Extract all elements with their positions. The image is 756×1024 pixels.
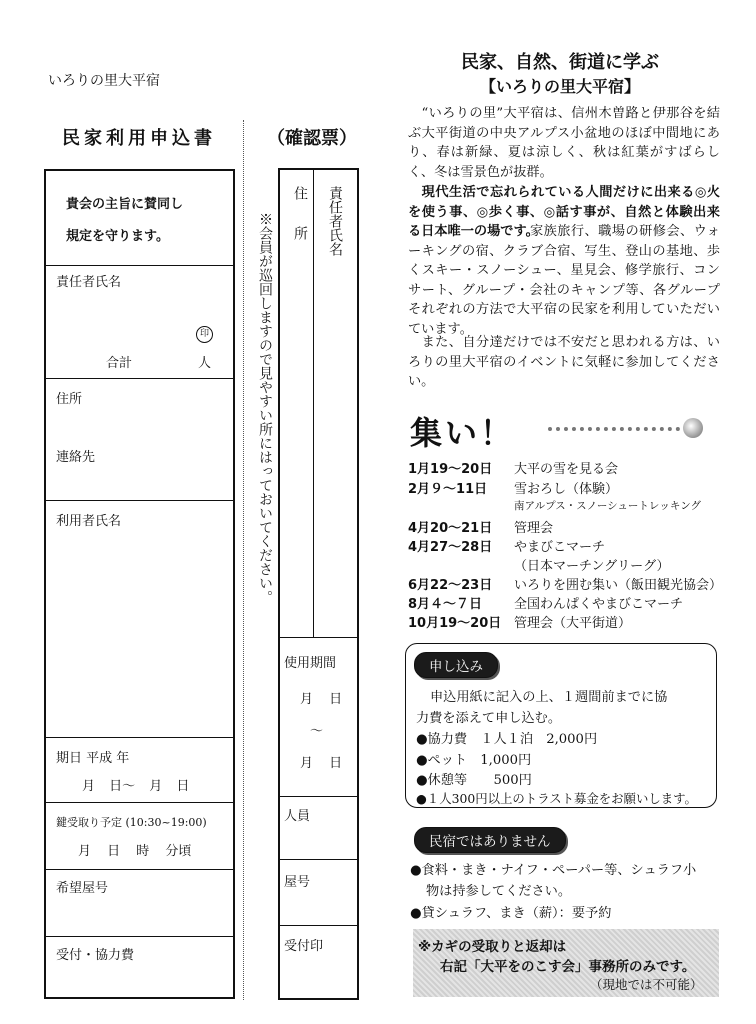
event-name: 大平の雪を見る会 [514, 462, 619, 477]
application-text-2: 力費を添えて申し込む。 [416, 711, 562, 726]
agreement-line-1: 貴会の主旨に賛同し [66, 197, 184, 212]
ticket-people-label: 人員 [284, 809, 311, 824]
posting-notice: ※会員が巡回しますので見やすい所にはっておいてください。 [257, 212, 273, 604]
key-notice-line-2: 右記「大平をのこす会」事務所のみです。 [440, 959, 696, 975]
bring-item-3: ●貸シュラフ、まき（薪）：要予約 [410, 906, 612, 921]
ticket-stamp-row[interactable] [280, 925, 357, 998]
form-title: 民家利用申込書 [62, 128, 216, 149]
agreement-line-2: 規定を守ります。 [66, 229, 169, 244]
ticket-address-label: 住所 [292, 186, 308, 266]
ticket-stamp-label: 受付印 [284, 939, 324, 954]
total-label: 合計 [106, 356, 133, 371]
event-name: いろりを囲む集い（飯田観光協会） [514, 578, 723, 593]
users-label: 利用者氏名 [56, 514, 122, 529]
fee-item: ●１人300円以上のトラスト募金をお願いします。 [416, 791, 697, 806]
decorative-dotted-line [548, 427, 688, 431]
event-date: 10月19～20日 [408, 616, 502, 631]
main-title: 民家、自然、街道に学ぶ [461, 52, 659, 73]
key-notice-line-1: ※カギの受取りと返却は [418, 939, 567, 955]
event-name: 南アルプス・スノーシュートレッキング [514, 500, 702, 512]
representative-row[interactable] [46, 265, 233, 379]
event-invite-paragraph: また、自分達だけでは不安だと思われる方は、いろりの里大平宿のイベントに気軽に参加してください。 [408, 335, 720, 390]
ticket-rep-label: 責任者氏名 [327, 186, 343, 256]
application-form [44, 169, 235, 999]
experience-paragraph: 現代生活で忘れられている人間だけに出来る◎火を使う事、◎歩く事、◎話す事が、自然と体験出来る日本唯一の場です。 [408, 185, 720, 240]
event-name: 管理会 [514, 521, 554, 536]
usage-paragraph: 家族旅行、職場の研修会、ウォーキングの宿、クラブ合宿、写生、登山の基地、歩くスキー・スノーシュー、星見会、修学旅行、コンサート、グループ・会社のキャンプ等、各グループそれぞれの方法で大平宿の民家を利用していただいています。 [408, 224, 720, 337]
fee-item: ●協力費 １人１泊 2,000円 [416, 732, 598, 747]
address-label: 住所 [56, 392, 83, 407]
reception-label: 受付・協力費 [56, 948, 135, 963]
application-text-1: 申込用紙に記入の上、１週間前までに協 [430, 690, 668, 705]
ticket-period-row[interactable] [280, 637, 357, 797]
event-name: やまびこマーチ [514, 540, 606, 555]
period-row[interactable] [46, 737, 233, 803]
ticket-people-row[interactable] [280, 795, 357, 860]
key-pickup-time: 月 日 時 分頃 [78, 844, 192, 859]
key-notice-line-3: （現地では不可能） [590, 977, 703, 992]
bring-item-2: 物は持参してください。 [426, 884, 572, 899]
period-label: 期日 平成 年 [56, 751, 130, 766]
person-unit: 人 [198, 356, 212, 371]
event-date: 1月19～20日 [408, 462, 493, 477]
reception-row[interactable] [46, 936, 233, 997]
fee-item: ●休憩等 500円 [416, 773, 532, 788]
decorative-ball-icon [683, 418, 703, 438]
seal-mark: 印 [196, 326, 213, 343]
ticket-title: （確認票） [267, 128, 357, 149]
ticket-house-label: 屋号 [284, 875, 311, 890]
event-name: 全国わんぱくやまびこマーチ [514, 597, 684, 612]
ticket-divider [313, 170, 314, 637]
key-pickup-label: 鍵受取り予定 (10:30~19:00) [56, 816, 207, 829]
event-date: 4月27～28日 [408, 540, 493, 555]
contact-label: 連絡先 [56, 450, 96, 465]
key-pickup-row[interactable] [46, 802, 233, 870]
bring-item-1: ●食料・まき・ナイフ・ペーパー等、シュラフ小 [410, 863, 697, 878]
cut-line [243, 120, 244, 1000]
event-date: 6月22～23日 [408, 578, 493, 593]
event-name: （日本マーチングリーグ） [514, 559, 670, 574]
sub-title: 【いろりの里大平宿】 [479, 77, 640, 96]
fee-item: ●ペット 1,000円 [416, 753, 532, 768]
ticket-tilde: ～ [310, 724, 324, 739]
event-name: 管理会（大平街道） [514, 616, 632, 631]
event-date: 4月20～21日 [408, 521, 493, 536]
house-label: 希望屋号 [56, 881, 109, 896]
ticket-date-1: 月 日 [300, 692, 343, 707]
application-heading: 申し込み [414, 652, 498, 678]
representative-label: 責任者氏名 [56, 275, 122, 290]
organization-name: いろりの里大平宿 [48, 73, 160, 89]
period-dates: 月 日～ 月 日 [82, 779, 190, 794]
event-date: 2月９～11日 [408, 482, 488, 497]
event-name: 雪おろし（体験） [514, 482, 619, 497]
confirmation-ticket [278, 168, 359, 1000]
not-inn-heading: 民宿ではありません [414, 827, 566, 853]
event-date: 8月４～７日 [408, 597, 483, 612]
address-row[interactable] [46, 378, 233, 501]
users-row[interactable] [46, 500, 233, 738]
ticket-house-row[interactable] [280, 859, 357, 926]
gathering-heading: 集い！ [410, 414, 516, 452]
agreement-row [46, 171, 233, 266]
house-row[interactable] [46, 869, 233, 937]
ticket-period-label: 使用期間 [284, 656, 337, 671]
ticket-date-2: 月 日 [300, 756, 343, 771]
intro-paragraph: “いろりの里”大平宿は、信州木曽路と伊那谷を結ぶ大平街道の中央アルプス小盆地のほぼ中間地にあり、春は新緑、夏は涼しく、秋は紅葉がすばらしく、冬は雪景色が抜群。 [408, 106, 720, 180]
